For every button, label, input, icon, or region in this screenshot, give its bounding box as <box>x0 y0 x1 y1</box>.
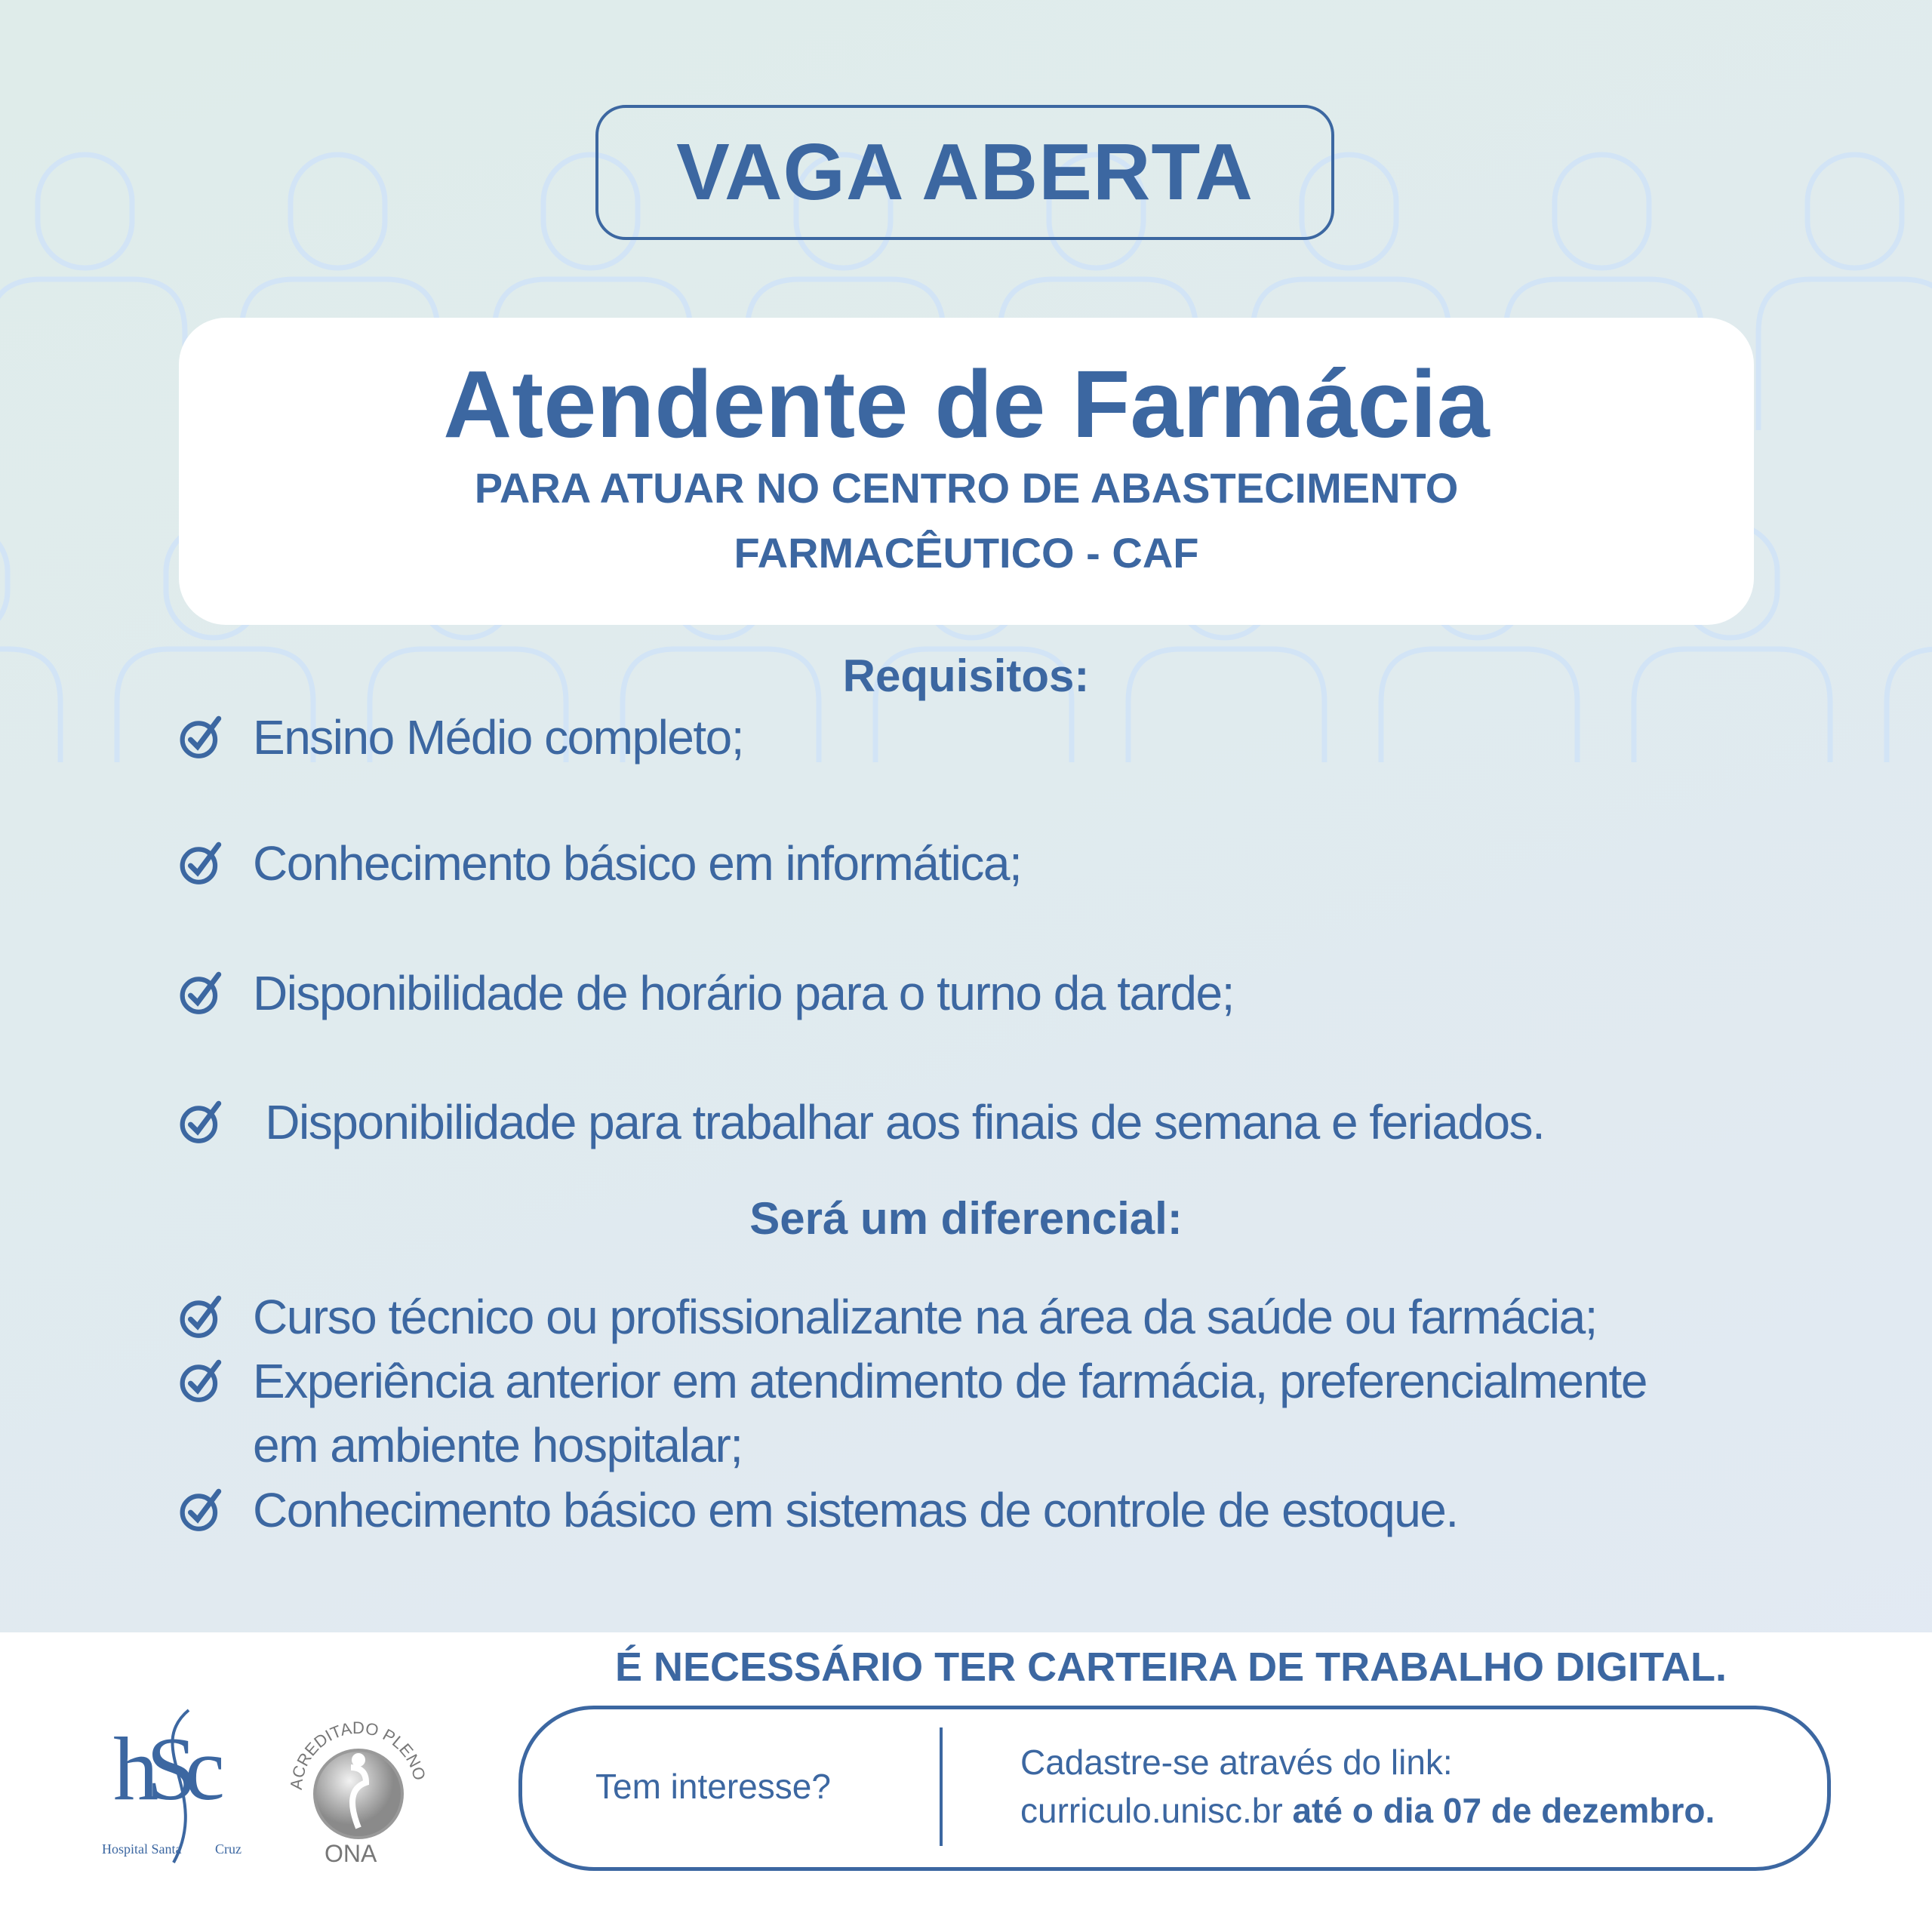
differential-text: Experiência anterior em atendimento de farmácia, preferencialmente <box>253 1354 1647 1408</box>
svg-text:ONA: ONA <box>325 1840 377 1866</box>
requirement-text: Disponibilidade para trabalhar aos finais de semana e feriados. <box>253 1095 1545 1149</box>
job-subtitle-line2: FARMACÊUTICO - CAF <box>734 529 1199 577</box>
svg-text:Hospital Santa: Hospital Santa <box>102 1841 182 1857</box>
differential-item <box>179 1355 1647 1407</box>
open-position-badge: VAGA ABERTA <box>595 105 1334 240</box>
check-circle-icon <box>179 970 226 1017</box>
job-title: Atendente de Farmácia <box>443 351 1490 457</box>
differential-item <box>179 1484 1458 1537</box>
digital-work-card-notice: É NECESSÁRIO TER CARTEIRA DE TRABALHO DIGITAL. <box>614 1644 1727 1690</box>
requirement-item <box>179 967 1234 1020</box>
differentials-heading: Será um diferencial: <box>749 1193 1183 1244</box>
svg-text:Cruz: Cruz <box>215 1841 242 1857</box>
requirement-item <box>179 711 743 764</box>
requirement-text: Conhecimento básico em informática; <box>253 836 1022 891</box>
check-circle-icon <box>179 840 226 887</box>
check-circle-icon <box>179 1358 226 1404</box>
register-link[interactable]: curriculo.unisc.br <box>1020 1791 1283 1830</box>
job-title-card <box>179 318 1754 625</box>
check-circle-icon <box>179 714 226 761</box>
svg-text:ACREDITADO PLENO: ACREDITADO PLENO <box>287 1718 429 1791</box>
differential-text: Conhecimento básico em sistemas de controle de estoque. <box>253 1483 1458 1537</box>
check-circle-icon <box>179 1099 226 1146</box>
requirements-heading: Requisitos: <box>842 651 1090 701</box>
job-subtitle-line1: PARA ATUAR NO CENTRO DE ABASTECIMENTO <box>474 464 1459 512</box>
hospital-santa-cruz-logo <box>98 1703 249 1865</box>
register-link-line <box>1020 1792 1715 1830</box>
differential-text-continuation: em ambiente hospitalar; <box>253 1418 743 1472</box>
differential-item <box>179 1291 1597 1343</box>
differential-text: Curso técnico ou profissionalizante na área da saúde ou farmácia; <box>253 1290 1597 1344</box>
requirement-item <box>179 1096 1544 1149</box>
box-divider <box>940 1727 943 1846</box>
check-circle-icon <box>179 1487 226 1534</box>
requirement-text: Ensino Médio completo; <box>253 710 744 764</box>
svg-text:hSc: hSc <box>113 1718 213 1819</box>
register-instruction: Cadastre-se através do link: <box>1020 1743 1453 1782</box>
register-deadline: até o dia 07 de dezembro. <box>1292 1791 1715 1830</box>
ona-accreditation-seal <box>287 1707 430 1866</box>
requirement-item <box>179 837 1021 890</box>
requirement-text: Disponibilidade de horário para o turno da tarde; <box>253 966 1234 1020</box>
interest-label: Tem interesse? <box>595 1767 831 1806</box>
check-circle-icon <box>179 1294 226 1340</box>
